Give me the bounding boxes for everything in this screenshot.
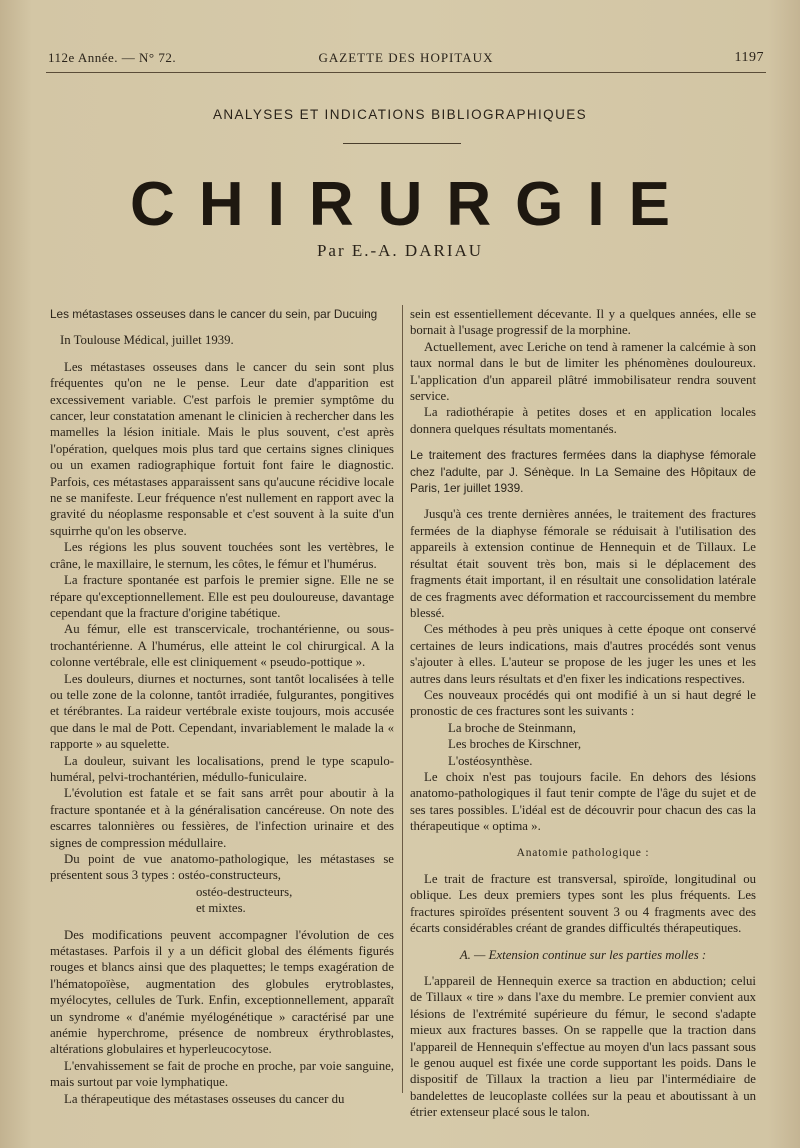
section-title: ANALYSES ET INDICATIONS BIBLIOGRAPHIQUES [212, 107, 588, 122]
paragraph: Le trait de fracture est transversal, spiroïde, longitudinal ou oblique. Les deux premiers types sont les plus fréquents. Les fractures spiroïdes présentent souvent 3 ou 4 fragments avec des écarts considérables créant de grandes difficultés thérapeutiques. [410, 872, 756, 936]
journal-name: GAZETTE DES HOPITAUX [318, 50, 494, 65]
paragraph: Les régions les plus souvent touchées sont les vertèbres, le crâne, le maxillaire, le sternum, les côtes, le fémur et l'humérus. [50, 540, 394, 571]
page-number: 1197 [734, 50, 764, 65]
paragraph: Le choix n'est pas toujours facile. En dehors des lésions anatomo-pathologiques il faut tenir compte de l'âge du sujet et de ses tares possibles. L'idéal est de découvrir pour chacun des cas la thérapeutique « optima ». [410, 769, 756, 834]
paragraph: La fracture spontanée est parfois le premier signe. Elle ne se répare qu'exceptionnellement. Elle est peu douloureuse, davantage cependant que la fracture d'origine tabétique. [50, 573, 394, 620]
list-item: L'ostéosynthèse. [448, 753, 533, 768]
byline: Par E.-A. DARIAU [316, 241, 484, 260]
paragraph: Ces méthodes à peu près uniques à cette époque ont conservé certaines de leurs indications, mais d'autres procédés sont venus s'ajouter à elles. L'auteur se propose de les juger les unes et les autres dans leurs résultats et d'en fixer les indications respectives. [410, 622, 756, 686]
paragraph: Actuellement, avec Leriche on tend à ramener la calcémie à son taux normal dans le but de limiter les phénomènes douloureux. L'application d'un appareil plâtré immobilisateur rendra souvent service. [410, 339, 756, 404]
paragraph: La radiothérapie à petites doses et en application locales donnera quelques résultats momentanés. [410, 405, 756, 436]
paragraph: sein est essentiellement décevante. Il y a quelques années, elle se bornait à l'usage progressif de la morphine. [410, 307, 756, 338]
right-column [410, 306, 756, 1121]
paragraph: L'évolution est fatale et se fait sans arrêt pour aboutir à la fracture spontanée et à la généralisation cancéreuse. On note des escarres talonnières ou fessières, de l'infection urinaire et des signes de compression médullaire. [50, 786, 394, 850]
column-divider [402, 305, 403, 1093]
paragraph: Jusqu'à ces trente dernières années, le traitement des fractures fermées de la diaphyse fémorale se réduisait à l'utilisation des appareils à extension continue de Hennequin et de Tillaux. Le résultat était souvent très bon, mais si le déplacement des fragments était important, il en résultait une consolidation latérale de ces fragments avec déformation et raccourcissement du membre blessé. [410, 507, 756, 620]
subheading: A. — Extension continue sur les parties molles : [459, 947, 707, 962]
header-rule [46, 72, 766, 73]
paragraph: La thérapeutique des métastases osseuses du cancer du [64, 1091, 345, 1106]
list-item: Les broches de Kirschner, [448, 737, 582, 752]
paragraph: Des modifications peuvent accompagner l'évolution de ces métastases. Parfois il y a un déficit global des éléments figurés rouges et blancs ainsi que des plaquettes; le temps exagération de l'hématopoïèse, augmentation des globules erytroblastes, myélocytes, cellules de Turk. Enfin, exceptionnellement, apparaît un syndrome « d'anémie myélogénétique » caractérisé par une anémie hyperchrome, présence de nombreux érythroblastes, altérations globulaires et hyperleucocytose. [50, 927, 394, 1057]
list-item: La broche de Steinmann, [448, 720, 576, 735]
subheading: Anatomie pathologique : [516, 846, 650, 859]
paragraph: Au fémur, elle est transcervicale, trochantérienne, ou sous-trochantérienne. A l'humérus, elle atteint le col chirurgical. A la colonne vertébrale, elle est cliniquement « pseudo-pottique ». [50, 622, 394, 670]
list-item: et mixtes. [196, 901, 246, 916]
list-item: ostéo-destructeurs, [196, 884, 293, 899]
paragraph: Les métastases osseuses dans le cancer du sein sont plus fréquentes qu'on ne le pense. Leur date d'apparition est excessivement variable. C'est parfois le premier symptôme du cancer, leur constatation amenant le clinicien à rechercher dans les mamelles la lésion initiale. Mais le plus souvent, c'est après l'opération, quelques mois plus tard que certains signes cliniques ou un examen radiographique fortuit font faire le diagnostic. Parfois, ces métastases apparaissent sans qu'aucune récidive locale ne se manifeste. Leur fréquence n'est nullement en rapport avec la gravité du néoplasme responsable et c'est souvent à la suite d'un squirrhe qu'on les observe. [50, 359, 394, 538]
issue-number: 112e Année. — N° 72. [48, 50, 177, 65]
paragraph: L'appareil de Hennequin exerce sa traction en abduction; celui de Tillaux « tire » dans l'axe du membre. Le premier convient aux lésions de l'extrémité supérieure du fémur, le second s'adapte mieux aux fractures basses. On se rappelle que la traction dans l'appareil de Hennequin s'effectue au moyen d'un lacs passant sous le genou auquel est fixée une corde supportant les poids. Dans le dispositif de Tillaux la traction a lieu par l'intermédiaire de bandelettes de leucoplaste collées sur la peau et aboutissant à un étrier extenseur placé sous le talon. [410, 974, 756, 1120]
paragraph: La douleur, suivant les localisations, prend le type scapulo-huméral, pelvi-trochantérien, médullo-funiculaire. [50, 753, 394, 784]
article-title: Le traitement des fractures fermées dans la diaphyse fémorale chez l'adulte, par J. Sénèque. In La Semaine des Hôpitaux de Paris, 1er juillet 1939. [410, 448, 756, 496]
running-header [48, 50, 764, 72]
paragraph: L'envahissement se fait de proche en proche, par voie sanguine, mais surtout par voie lymphatique. [50, 1058, 394, 1090]
article-title: Les métastases osseuses dans le cancer du sein, par Ducuing [50, 307, 378, 321]
title-divider [343, 143, 461, 144]
paragraph: Du point de vue anatomo-pathologique, les métastases se présentent sous 3 types : ostéo-constructeurs, [50, 852, 394, 883]
main-title: CHIRURGIE [130, 170, 694, 239]
paragraph: Les douleurs, diurnes et nocturnes, sont tantôt localisées à telle ou telle zone de la colonne, tantôt irradiée, fulgurantes, pongitives et térébrantes. La raideur vertébrale existe toujours, mois accusée que dans le mal de Pott. Cependant, invariablement le malade la « rapporte » au squelette. [50, 671, 394, 752]
left-column [50, 306, 394, 1107]
paragraph: Ces nouveaux procédés qui ont modifié à un si haut degré le pronostic de ces fractures sont les suivants : [410, 687, 756, 719]
article-source: In Toulouse Médical, juillet 1939. [60, 333, 234, 348]
